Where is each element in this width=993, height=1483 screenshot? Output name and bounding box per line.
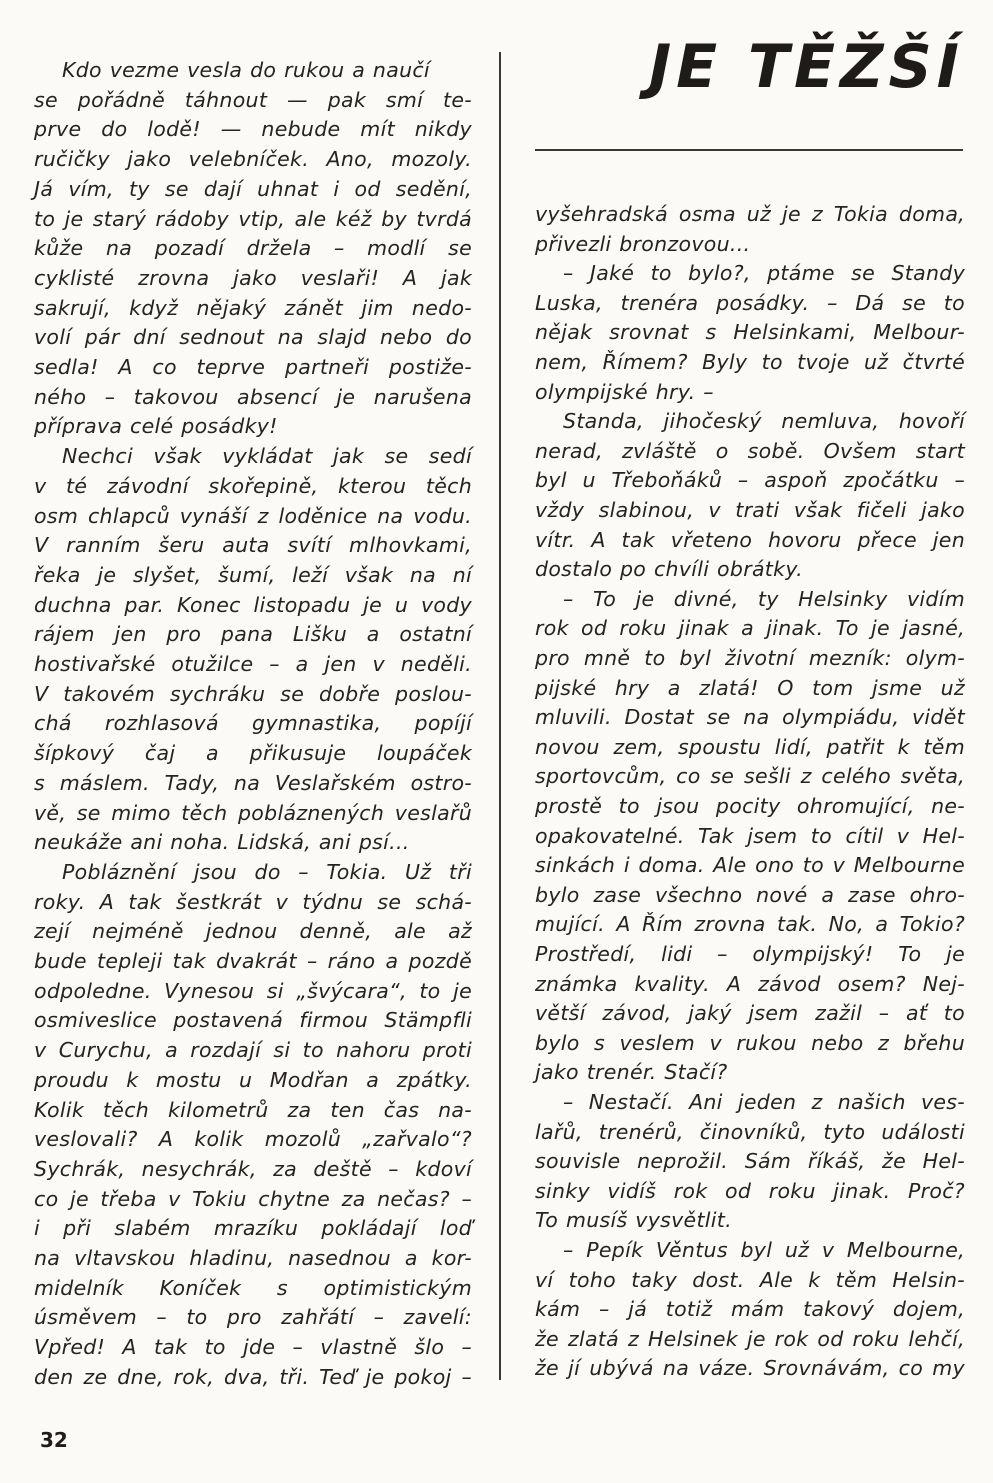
text-line: přivezli bronzovou... <box>535 231 751 256</box>
text-line: veslovali? A kolik mozolů „zařvalo“? <box>34 1127 472 1152</box>
text-line: Sychrák, nesychrák, za deště – kdoví <box>34 1156 472 1181</box>
text-line: sinkách i doma. Ale ono to v Melbourne <box>535 853 965 878</box>
text-line: zejí nejméně jednou denně, ale až <box>34 919 472 944</box>
right-text-column <box>535 202 965 1402</box>
text-line: s máslem. Tady, na Veslařském ostro- <box>34 770 472 795</box>
text-line: opakovatelné. Tak jsem to cítil v Hel- <box>535 823 965 848</box>
text-line: Standa, jihočeský nemluva, hovoří <box>563 409 965 434</box>
text-line: bude tepleji tak dvakrát – ráno a pozdě <box>34 949 472 973</box>
text-line: vě, se mimo těch pobláznených veslařů <box>34 800 472 825</box>
text-line: pro mně to byl životní mezník: olym- <box>535 646 965 670</box>
text-line: souvisle neprožil. Sám říkáš, že Hel- <box>535 1149 965 1174</box>
text-line: známka kvality. A závod osem? Nej- <box>535 971 965 996</box>
text-line: osmiveslice postavená firmou Stämpfli <box>34 1008 472 1033</box>
text-line: bylo zase všechno nové a zase ohro- <box>535 882 965 907</box>
text-line: úsměvem – to pro zahřátí – zavelí: <box>34 1305 472 1330</box>
text-line: rájem jen pro pana Lišku a ostatní <box>34 622 472 647</box>
text-line: Já vím, ty se dají uhnat i od sedění, <box>34 176 472 201</box>
text-line: cyklisté zrovna jako veslaři! A jak <box>34 265 472 290</box>
text-line: rok od roku jinak a jinak. To je jasné, <box>535 616 965 641</box>
text-line: roky. A tak šestkrát v týdnu se schá- <box>34 889 472 914</box>
text-line: dostalo po chvíli obrátky. <box>535 557 803 582</box>
text-line: nějak srovnat s Helsinkami, Melbour- <box>535 320 965 345</box>
text-line: řeka je slyšet, šumí, leží však na ní <box>34 562 472 587</box>
headline-underline <box>535 149 963 151</box>
text-line: šípkový čaj a přikusuje loupáček <box>34 741 472 766</box>
text-line: V ranním šeru auta svítí mlhovkami, <box>34 533 472 558</box>
article-headline: JE TĚŽŠÍ <box>648 32 964 102</box>
text-line: Prostředí, lidi – olympijský! To je <box>535 942 965 966</box>
text-line: Kolik těch kilometrů za ten čas na- <box>34 1097 472 1122</box>
text-line: ručičky jako velebníček. Ano, mozoly. <box>34 147 472 172</box>
text-line: midelník Koníček s optimistickým <box>34 1275 472 1300</box>
column-divider <box>499 52 501 1380</box>
text-line: se pořádně táhnout — pak smí te- <box>34 87 472 112</box>
text-line: větší závod, jaký jsem zažil – ať to <box>535 1001 965 1026</box>
text-line: nerad, zvláště o sobě. Ovšem start <box>535 438 965 463</box>
text-line: Vpřed! A tak to jde – vlastně šlo – <box>34 1335 472 1360</box>
text-line: volí pár dní sednout na slajd nebo do <box>34 325 472 350</box>
text-line: vítr. A tak vřeteno hovoru přece jen <box>535 527 965 552</box>
text-line: hostivařské otužilce – a jen v neděli. <box>34 652 472 676</box>
text-line: lařů, trenérů, činovníků, tyto události <box>535 1119 965 1144</box>
text-line: Kdo vezme vesla do rukou a naučí <box>62 58 430 82</box>
text-line: pijské hry a zlatá! O tom jsme už <box>535 675 965 700</box>
text-line: Pobláznění jsou do – Tokia. Už tři <box>62 859 472 884</box>
text-line: bylo s veslem v rukou nebo z břehu <box>535 1030 965 1055</box>
text-line: kám – já totiž mám takový dojem, <box>535 1297 965 1322</box>
text-line: i při slabém mrazíku pokládají loď <box>34 1216 472 1241</box>
text-line: nem, Římem? Byly to tvoje už čtvrté <box>535 350 965 374</box>
text-line: – Jaké to bylo?, ptáme se Standy <box>563 261 965 286</box>
text-line: prostě to jsou pocity ohromující, ne- <box>535 794 965 818</box>
text-line: v Curychu, a rozdají si to nahoru proti <box>34 1038 472 1063</box>
text-line: sedla! A co teprve partneři postiže- <box>34 355 472 379</box>
text-line: prve do lodě! — nebude mít nikdy <box>34 117 472 142</box>
text-line: ného – takovou absencí je narušena <box>34 384 472 409</box>
text-line: že jí ubývá na váze. Srovnávám, co my <box>535 1356 965 1381</box>
text-line: mující. A Řím zrovna tak. No, a Tokio? <box>535 912 965 937</box>
text-line: mluvili. Dostat se na olympiádu, vidět <box>535 705 965 730</box>
text-line: že zlatá z Helsinek je rok od roku lehčí, <box>535 1326 965 1351</box>
text-line: příprava celé posádky! <box>34 414 278 439</box>
text-line: den ze dne, rok, dva, tři. Teď je pokoj – <box>34 1364 472 1389</box>
text-line: To musíš vysvětlit. <box>535 1208 732 1233</box>
text-line: sinky vidíš rok od roku jinak. Proč? <box>535 1178 965 1203</box>
text-line: novou zem, spoustu lidí, patřit k těm <box>535 734 965 759</box>
text-line: duchna par. Konec listopadu je u vody <box>34 592 472 617</box>
text-line: – Nestačí. Ani jeden z našich ves- <box>563 1090 965 1114</box>
text-line: byl u Třeboňáků – aspoň zpočátku – <box>535 468 965 493</box>
text-line: v té závodní skořepině, kterou těch <box>34 473 472 498</box>
text-line: Nechci však vykládat jak se sedí <box>62 444 472 469</box>
text-line: to je starý rádoby vtip, ale kéž by tvrdá <box>34 206 472 231</box>
left-text-column <box>34 58 472 1398</box>
text-line: olympijské hry. – <box>535 379 714 404</box>
text-line: neukáže ani noha. Lidská, ani psí... <box>34 830 410 855</box>
text-line: na vltavskou hladinu, nasednou a kor- <box>34 1246 472 1270</box>
text-line: – Pepík Věntus byl už v Melbourne, <box>563 1238 965 1262</box>
text-line: kůže na pozadí držela – modlí se <box>34 236 472 261</box>
text-line: vždy slabinou, v trati však fičeli jako <box>535 498 965 522</box>
text-line: vyšehradská osma už je z Tokia doma, <box>535 202 965 226</box>
text-line: odpoledne. Vynesou si „švýcara“, to je <box>34 978 472 1003</box>
text-line: osm chlapců vynáší z loděnice na vodu. <box>34 503 472 528</box>
text-line: chá rozhlasová gymnastika, popíjí <box>34 711 472 736</box>
text-line: co je třeba v Tokiu chytne za nečas? – <box>34 1186 472 1211</box>
text-line: – To je divné, ty Helsinky vidím <box>563 586 965 611</box>
text-line: sportovcům, co se sešli z celého světa, <box>535 764 965 789</box>
text-line: Luska, trenéra posádky. – Dá se to <box>535 290 965 315</box>
text-line: V takovém sychráku se dobře poslou- <box>34 681 472 706</box>
text-line: ví toho taky dost. Ale k těm Helsin- <box>535 1267 965 1292</box>
text-line: proudu k mostu u Modřan a zpátky. <box>34 1067 472 1092</box>
page-number: 32 <box>40 1428 68 1452</box>
text-line: jako trenér. Stačí? <box>535 1060 728 1085</box>
text-line: sakrují, když nějaký zánět jim nedo- <box>34 295 472 320</box>
